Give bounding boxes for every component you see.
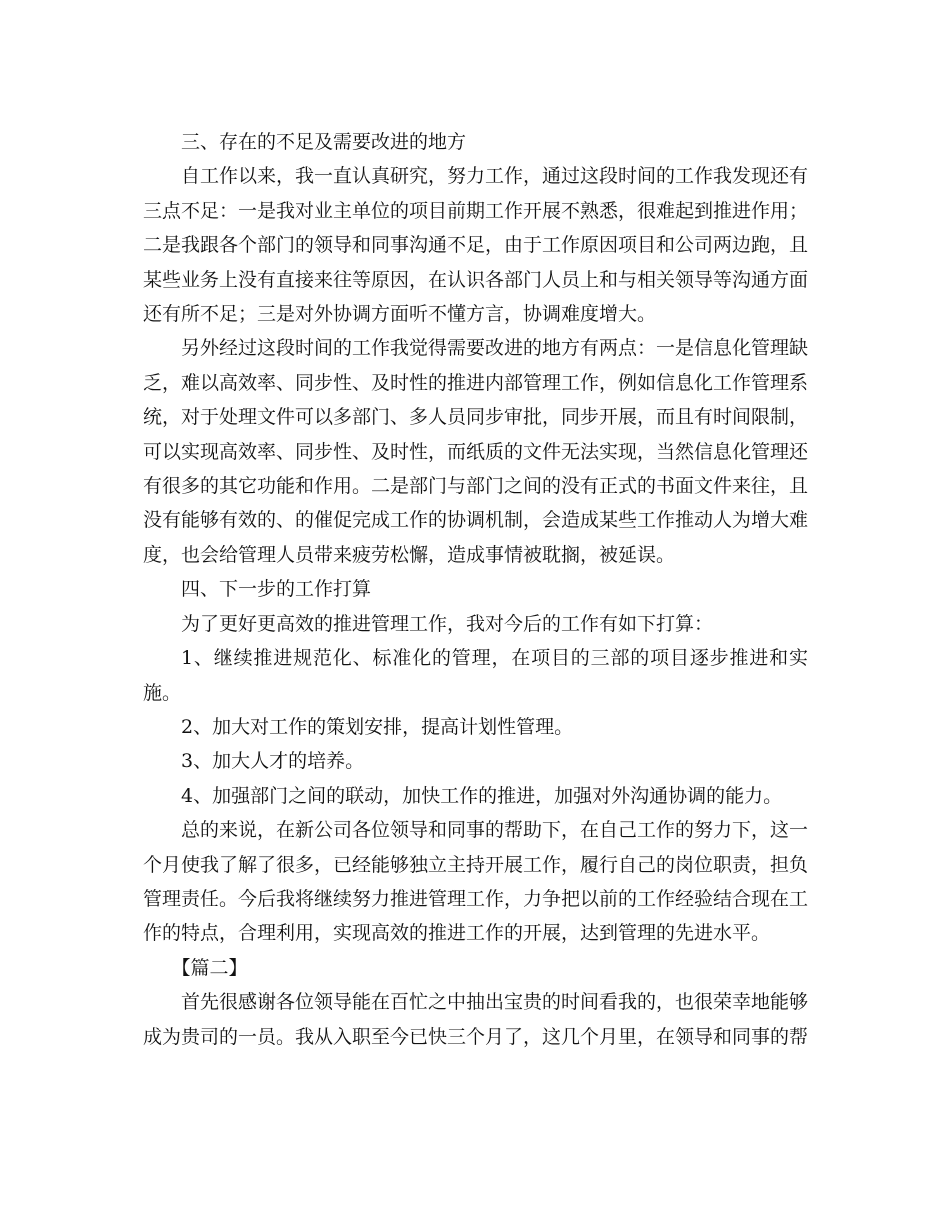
section-four-title: 四、下一步的工作打算	[181, 578, 372, 601]
section-three-paragraph-1: 自工作以来，我一直认真研究，努力工作，通过这段时间的工作我发现还有三点不足：一是我对业主单位的项目前期工作开展不熟悉，很难起到推进作用；二是我跟各个部门的领导和同事沟通不足，由于工作原因项目和公司两边跑，且某些业务上没有直接来往等原因，在认识各部门人员上和与相关领导等沟通方面还有所不足；三是对外协调方面听不懂方言，协调难度增大。	[143, 165, 809, 326]
part-two-paragraph-1: 首先很感谢各位领导能在百忙之中抽出宝贵的时间看我的，也很荣幸地能够成为贵司的一员。我从入职至今已快三个月了，这几个月里，在领导和同事的帮	[143, 991, 809, 1048]
section-three-paragraph-2: 另外经过这段时间的工作我觉得需要改进的地方有两点：一是信息化管理缺乏，难以高效率、同步性、及时性的推进内部管理工作，例如信息化工作管理系统，对于处理文件可以多部门、多人员同步审批，同步开展，而且有时间限制，可以实现高效率、同步性、及时性，而纸质的文件无法实现，当然信息化管理还有很多的其它功能和作用。二是部门与部门之间的没有正式的书面文件来往，且没有能够有效的、的催促完成工作的协调机制，会造成某些工作推动人为增大难度，也会给管理人员带来疲劳松懈，造成事情被耽搁，被延误。	[143, 337, 809, 566]
plan-item: 1、继续推进规范化、标准化的管理，在项目的三部的项目逐步推进和实施。	[143, 647, 808, 704]
part-two-label: 【篇二】	[171, 956, 248, 979]
plan-item: 2、加大对工作的策划安排，提高计划性管理。	[181, 715, 574, 738]
plan-item: 4、加强部门之间的联动，加快工作的推进，加强对外沟通协调的能力。	[181, 784, 783, 807]
summary-paragraph: 总的来说，在新公司各位领导和同事的帮助下，在自己工作的努力下，这一个月使我了解了很多，已经能够独立主持开展工作，履行自己的岗位职责，担负管理责任。今后我将继续努力推进管理工作，力争把以前的工作经验结合现在工作的特点，合理利用，实现高效的推进工作的开展，达到管理的先进水平。	[143, 819, 809, 945]
plan-item: 3、加大人才的培养。	[181, 750, 365, 773]
section-three-title: 三、存在的不足及需要改进的地方	[181, 131, 467, 153]
section-four-intro: 为了更好更高效的推进管理工作，我对今后的工作有如下打算：	[181, 612, 714, 635]
